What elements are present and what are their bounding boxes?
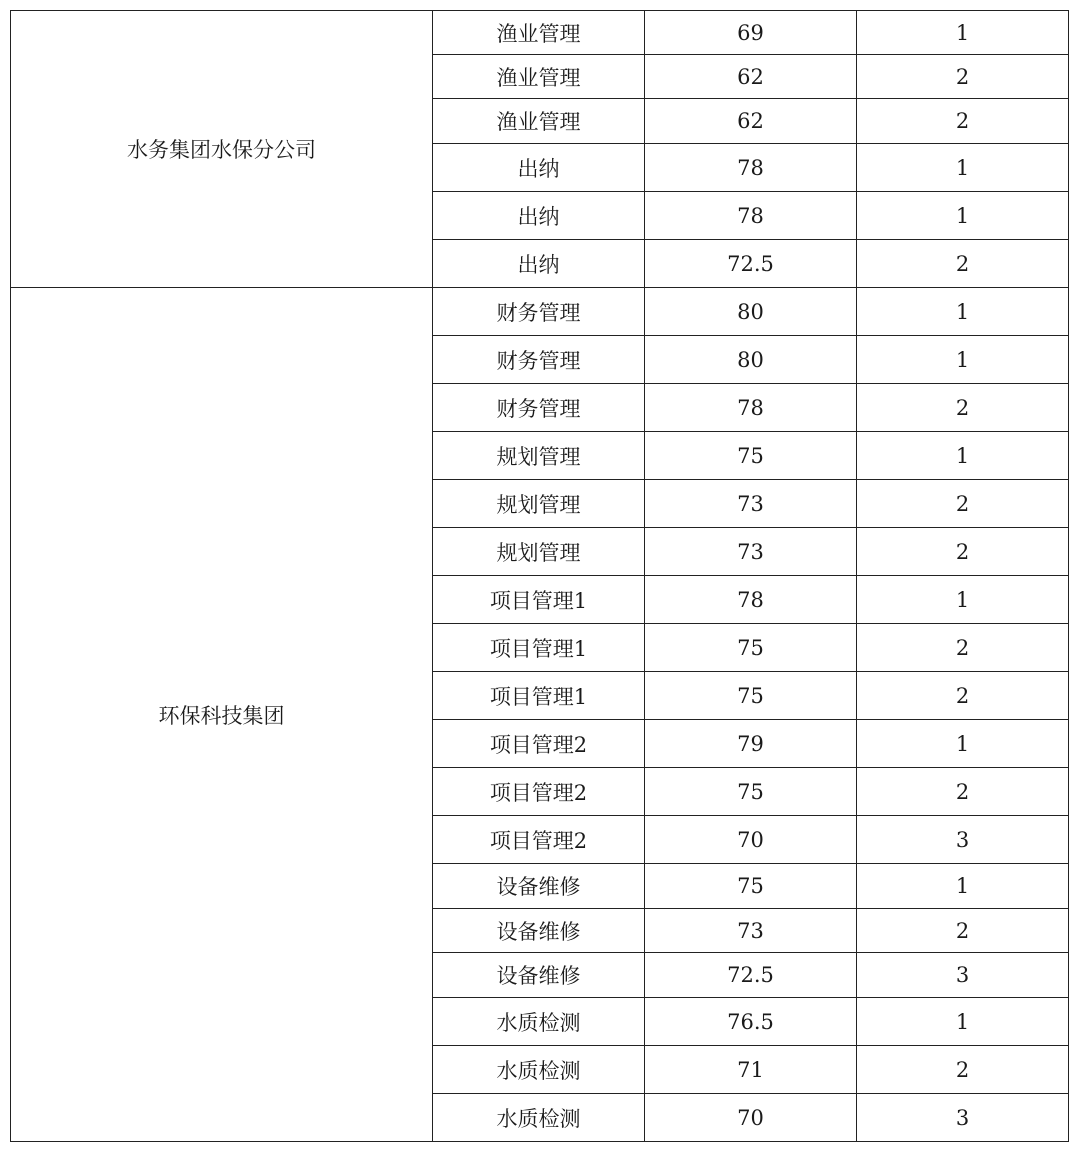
position-cell: 出纳 [433, 192, 645, 240]
rank-cell: 1 [857, 432, 1069, 480]
score-cell: 62 [645, 99, 857, 144]
rank-cell: 2 [857, 1046, 1069, 1094]
position-cell: 出纳 [433, 240, 645, 288]
rank-cell: 1 [857, 720, 1069, 768]
rank-cell: 3 [857, 816, 1069, 864]
table-row [11, 288, 1069, 336]
rank-cell: 3 [857, 953, 1069, 998]
position-cell: 财务管理 [433, 336, 645, 384]
position-cell: 渔业管理 [433, 55, 645, 99]
rank-cell: 1 [857, 336, 1069, 384]
position-cell: 设备维修 [433, 864, 645, 909]
table-row [11, 11, 1069, 55]
results-table [10, 10, 1069, 1142]
position-cell: 项目管理1 [433, 624, 645, 672]
score-cell: 80 [645, 336, 857, 384]
score-cell: 72.5 [645, 240, 857, 288]
score-cell: 70 [645, 1094, 857, 1142]
score-cell: 62 [645, 55, 857, 99]
position-cell: 出纳 [433, 144, 645, 192]
position-cell: 项目管理1 [433, 576, 645, 624]
rank-cell: 2 [857, 624, 1069, 672]
position-cell: 水质检测 [433, 998, 645, 1046]
score-cell: 76.5 [645, 998, 857, 1046]
score-cell: 75 [645, 864, 857, 909]
rank-cell: 2 [857, 99, 1069, 144]
score-cell: 73 [645, 480, 857, 528]
rank-cell: 1 [857, 576, 1069, 624]
position-cell: 水质检测 [433, 1094, 645, 1142]
score-cell: 78 [645, 192, 857, 240]
score-cell: 73 [645, 528, 857, 576]
score-cell: 78 [645, 384, 857, 432]
rank-cell: 2 [857, 528, 1069, 576]
score-cell: 75 [645, 624, 857, 672]
rank-cell: 1 [857, 144, 1069, 192]
results-table-body [11, 11, 1069, 1142]
position-cell: 项目管理2 [433, 768, 645, 816]
position-cell: 水质检测 [433, 1046, 645, 1094]
company-cell: 环保科技集团 [11, 288, 433, 1142]
score-cell: 75 [645, 768, 857, 816]
score-cell: 73 [645, 909, 857, 953]
rank-cell: 1 [857, 11, 1069, 55]
position-cell: 财务管理 [433, 384, 645, 432]
position-cell: 渔业管理 [433, 11, 645, 55]
score-cell: 75 [645, 672, 857, 720]
rank-cell: 2 [857, 384, 1069, 432]
rank-cell: 2 [857, 909, 1069, 953]
rank-cell: 1 [857, 192, 1069, 240]
rank-cell: 3 [857, 1094, 1069, 1142]
score-cell: 75 [645, 432, 857, 480]
position-cell: 规划管理 [433, 528, 645, 576]
rank-cell: 2 [857, 240, 1069, 288]
position-cell: 规划管理 [433, 432, 645, 480]
rank-cell: 2 [857, 768, 1069, 816]
score-cell: 71 [645, 1046, 857, 1094]
score-cell: 80 [645, 288, 857, 336]
position-cell: 设备维修 [433, 909, 645, 953]
position-cell: 项目管理1 [433, 672, 645, 720]
position-cell: 设备维修 [433, 953, 645, 998]
rank-cell: 1 [857, 288, 1069, 336]
rank-cell: 1 [857, 998, 1069, 1046]
position-cell: 项目管理2 [433, 720, 645, 768]
score-cell: 70 [645, 816, 857, 864]
position-cell: 规划管理 [433, 480, 645, 528]
score-cell: 69 [645, 11, 857, 55]
position-cell: 渔业管理 [433, 99, 645, 144]
rank-cell: 2 [857, 672, 1069, 720]
rank-cell: 2 [857, 480, 1069, 528]
company-cell: 水务集团水保分公司 [11, 11, 433, 288]
position-cell: 项目管理2 [433, 816, 645, 864]
score-cell: 78 [645, 144, 857, 192]
position-cell: 财务管理 [433, 288, 645, 336]
score-cell: 79 [645, 720, 857, 768]
rank-cell: 1 [857, 864, 1069, 909]
score-cell: 78 [645, 576, 857, 624]
score-cell: 72.5 [645, 953, 857, 998]
rank-cell: 2 [857, 55, 1069, 99]
